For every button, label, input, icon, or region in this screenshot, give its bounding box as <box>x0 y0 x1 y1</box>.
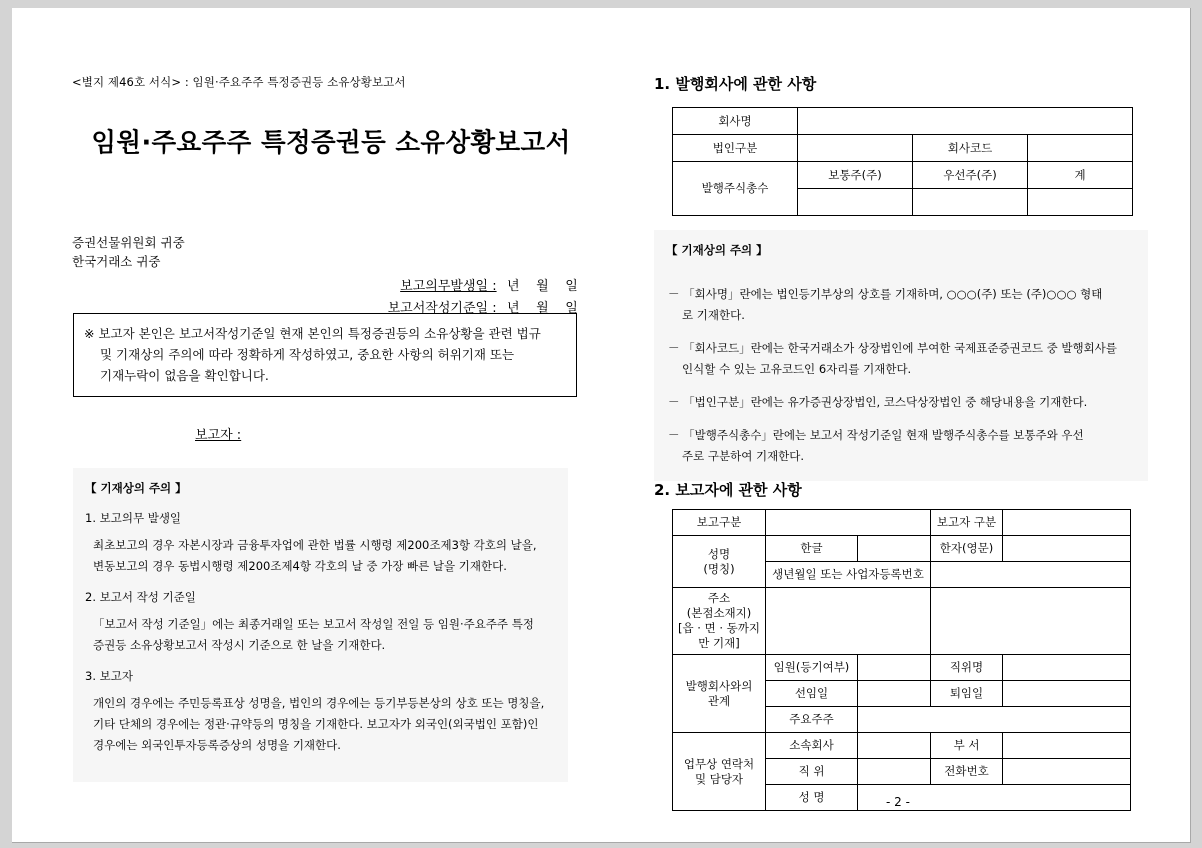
table-row <box>673 162 1133 189</box>
retire-date-label: 퇴임일 <box>931 681 1003 707</box>
left-note-1-number: 1. 보고의무 발생일 <box>85 511 182 525</box>
confirmation-statement-box <box>73 313 577 397</box>
issuer-information-table <box>672 107 1133 216</box>
left-note-2-line-1: 「보고서 작성 기준일」에는 최종거래일 또는 보고서 작성일 전일 등 임원·주요주주 특정 <box>93 617 534 631</box>
left-column <box>58 8 603 842</box>
table-row <box>673 536 1131 562</box>
table-row <box>673 135 1133 162</box>
preferred-shares-label: 우선주(주) <box>913 162 1028 189</box>
right-note-3 <box>666 392 1134 413</box>
address-label-sub1: [읍 · 면 · 동까지 <box>678 621 760 635</box>
right-note-2-line-2: 인식할 수 있는 고유코드인 6자리를 기재한다. <box>682 362 912 376</box>
reporter-signature-label: 보고자 : <box>195 428 242 443</box>
page-number: - 2 - <box>886 795 910 809</box>
left-note-1-line-2: 변동보고의 경우 동법시행령 제200조제4항 각호의 날 중 가장 빠른 날을 기재한다. <box>93 559 507 573</box>
table-row <box>673 510 1131 536</box>
form-reference-line: <별지 제46호 서식> : 임원·주요주주 특정증권등 소유상황보고서 <box>72 75 406 89</box>
reporter-type-label: 보고자 구분 <box>931 510 1003 536</box>
section-1-heading: 1. 발행회사에 관한 사항 <box>654 75 817 93</box>
obligation-date-blanks <box>501 276 584 298</box>
preferred-shares-value[interactable] <box>913 189 1028 216</box>
right-note-1-line-2: 로 기재한다. <box>682 308 745 322</box>
corp-type-value[interactable] <box>798 135 913 162</box>
left-note-2-line-2: 증권등 소유상황보고서 작성시 기준으로 한 날을 기재한다. <box>93 638 386 652</box>
address-value-left[interactable] <box>766 588 931 655</box>
address-label-main: 주소(본점소재지) <box>686 591 752 620</box>
right-notes-box <box>654 230 1148 481</box>
basis-date-day: 일 <box>565 301 578 316</box>
total-shares-sum-label: 계 <box>1028 162 1133 189</box>
right-column <box>648 8 1148 842</box>
contact-name-label: 성 명 <box>766 785 858 811</box>
left-note-3-line-1: 개인의 경우에는 주민등록표상 성명을, 법인의 경우에는 등기부등본상의 상호 또는 명칭을, <box>93 696 545 710</box>
obligation-date-row <box>72 276 584 298</box>
report-type-label: 보고구분 <box>673 510 766 536</box>
obligation-date-day: 일 <box>565 279 578 294</box>
right-note-2 <box>666 338 1134 380</box>
left-notes-heading: 【 기재상의 주의 】 <box>85 481 187 495</box>
section-2-heading: 2. 보고자에 관한 사항 <box>654 481 802 499</box>
birth-or-biznum-label: 생년월일 또는 사업자등록번호 <box>766 562 931 588</box>
contact-label-main: 업무상 연락처 <box>683 756 755 771</box>
address-value-right[interactable] <box>931 588 1131 655</box>
common-shares-value[interactable] <box>798 189 913 216</box>
addressee-1: 증권선물위원회 귀중 <box>72 235 185 250</box>
position-title-value[interactable] <box>1003 655 1131 681</box>
basis-date-year: 년 <box>506 301 520 316</box>
table-row <box>673 655 1131 681</box>
addressee-block <box>72 233 185 271</box>
left-note-3-body <box>85 693 554 756</box>
right-notes-heading: 【 기재상의 주의 】 <box>666 243 768 257</box>
left-note-1-body <box>85 535 554 577</box>
name-label-sub: (명칭) <box>703 561 735 576</box>
obligation-date-month: 월 <box>536 279 549 294</box>
table-row <box>673 108 1133 135</box>
company-value[interactable] <box>858 733 931 759</box>
retire-date-value[interactable] <box>1003 681 1131 707</box>
report-type-value[interactable] <box>766 510 931 536</box>
obligation-date-year: 년 <box>506 279 520 294</box>
common-shares-label: 보통주(주) <box>798 162 913 189</box>
confirmation-line-2: 및 기재상의 주의에 따라 정확하게 작성하였고, 중요한 사항의 허위기재 또는 <box>100 347 515 362</box>
name-label <box>673 536 766 588</box>
addressee-2: 한국거래소 귀중 <box>72 254 161 269</box>
confirmation-line-1: ※ 보고자 본인은 보고서작성기준일 현재 본인의 특정증권등의 소유상황을 관련 법규 <box>84 326 541 341</box>
company-name-value[interactable] <box>798 108 1133 135</box>
left-note-2-number: 2. 보고서 작성 기준일 <box>85 590 196 604</box>
relation-label-sub: 관계 <box>707 693 731 708</box>
right-note-4-line-1: － 「발행주식총수」란에는 보고서 작성기준일 현재 발행주식총수를 보통주와 우선 <box>668 428 1084 442</box>
relation-label-main: 발행회사와의 <box>685 678 753 693</box>
position-title-label: 직위명 <box>931 655 1003 681</box>
basis-date-month: 월 <box>536 301 549 316</box>
left-note-3-line-3: 경우에는 외국인투자등록증상의 성명을 기재한다. <box>93 738 341 752</box>
document-title: 임원·주요주주 특정증권등 소유상황보고서 <box>91 128 571 158</box>
right-note-4 <box>666 425 1134 467</box>
address-label <box>673 588 766 655</box>
major-shareholder-value[interactable] <box>858 707 1131 733</box>
company-code-value[interactable] <box>1028 135 1133 162</box>
hangul-value[interactable] <box>858 536 931 562</box>
total-shares-label: 발행주식총수 <box>673 162 798 216</box>
position-value[interactable] <box>858 759 931 785</box>
officer-value[interactable] <box>858 655 931 681</box>
phone-value[interactable] <box>1003 759 1131 785</box>
contact-label-sub: 및 담당자 <box>694 771 744 786</box>
hangul-label: 한글 <box>766 536 858 562</box>
reporter-information-table <box>672 509 1131 811</box>
company-name-label: 회사명 <box>673 108 798 135</box>
left-note-3-line-2: 기타 단체의 경우에는 정관·규약등의 명칭을 기재한다. 보고자가 외국인(외국법인 포함)인 <box>93 717 539 731</box>
phone-label: 전화번호 <box>931 759 1003 785</box>
relation-label <box>673 655 766 733</box>
officer-label: 임원(등기여부) <box>766 655 858 681</box>
address-label-sub2: 만 기재] <box>698 636 740 650</box>
left-note-1-line-1: 최초보고의 경우 자본시장과 금융투자업에 관한 법률 시행령 제200조제3항 각호의 날을, <box>93 538 537 552</box>
right-note-1-line-1: － 「회사명」란에는 법인등기부상의 상호를 기재하며, ○○○(주) 또는 (주)○○○ 형태 <box>668 287 1103 301</box>
hanja-label: 한자(영문) <box>931 536 1003 562</box>
table-row <box>673 733 1131 759</box>
table-row <box>673 588 1131 655</box>
left-note-3-number: 3. 보고자 <box>85 669 133 683</box>
right-note-3-line-1: － 「법인구분」란에는 유가증권상장법인, 코스닥상장법인 중 해당내용을 기재한다. <box>668 395 1088 409</box>
total-shares-value[interactable] <box>1028 189 1133 216</box>
corp-type-label: 법인구분 <box>673 135 798 162</box>
basis-date-label: 보고서작성기준일 : <box>387 301 497 316</box>
obligation-date-label: 보고의무발생일 : <box>400 279 497 294</box>
right-note-4-line-2: 주로 구분하여 기재한다. <box>682 449 805 463</box>
hanja-value[interactable] <box>1003 536 1131 562</box>
appoint-date-label: 선임일 <box>766 681 858 707</box>
confirmation-line-3: 기재누락이 없음을 확인합니다. <box>100 368 269 383</box>
company-label: 소속회사 <box>766 733 858 759</box>
birth-or-biznum-value[interactable] <box>931 562 1131 588</box>
company-code-label: 회사코드 <box>913 135 1028 162</box>
department-value[interactable] <box>1003 733 1131 759</box>
department-label: 부 서 <box>931 733 1003 759</box>
appoint-date-value[interactable] <box>858 681 931 707</box>
left-notes-box <box>73 468 568 782</box>
major-shareholder-label: 주요주주 <box>766 707 858 733</box>
reporter-type-value[interactable] <box>1003 510 1131 536</box>
right-note-1 <box>666 284 1134 326</box>
left-note-2-body <box>85 614 554 656</box>
right-note-2-line-1: － 「회사코드」란에는 한국거래소가 상장법인에 부여한 국제표준증권코드 중 발행회사를 <box>668 341 1117 355</box>
name-label-main: 성명 <box>707 546 731 561</box>
document-page <box>12 8 1191 843</box>
position-label: 직 위 <box>766 759 858 785</box>
